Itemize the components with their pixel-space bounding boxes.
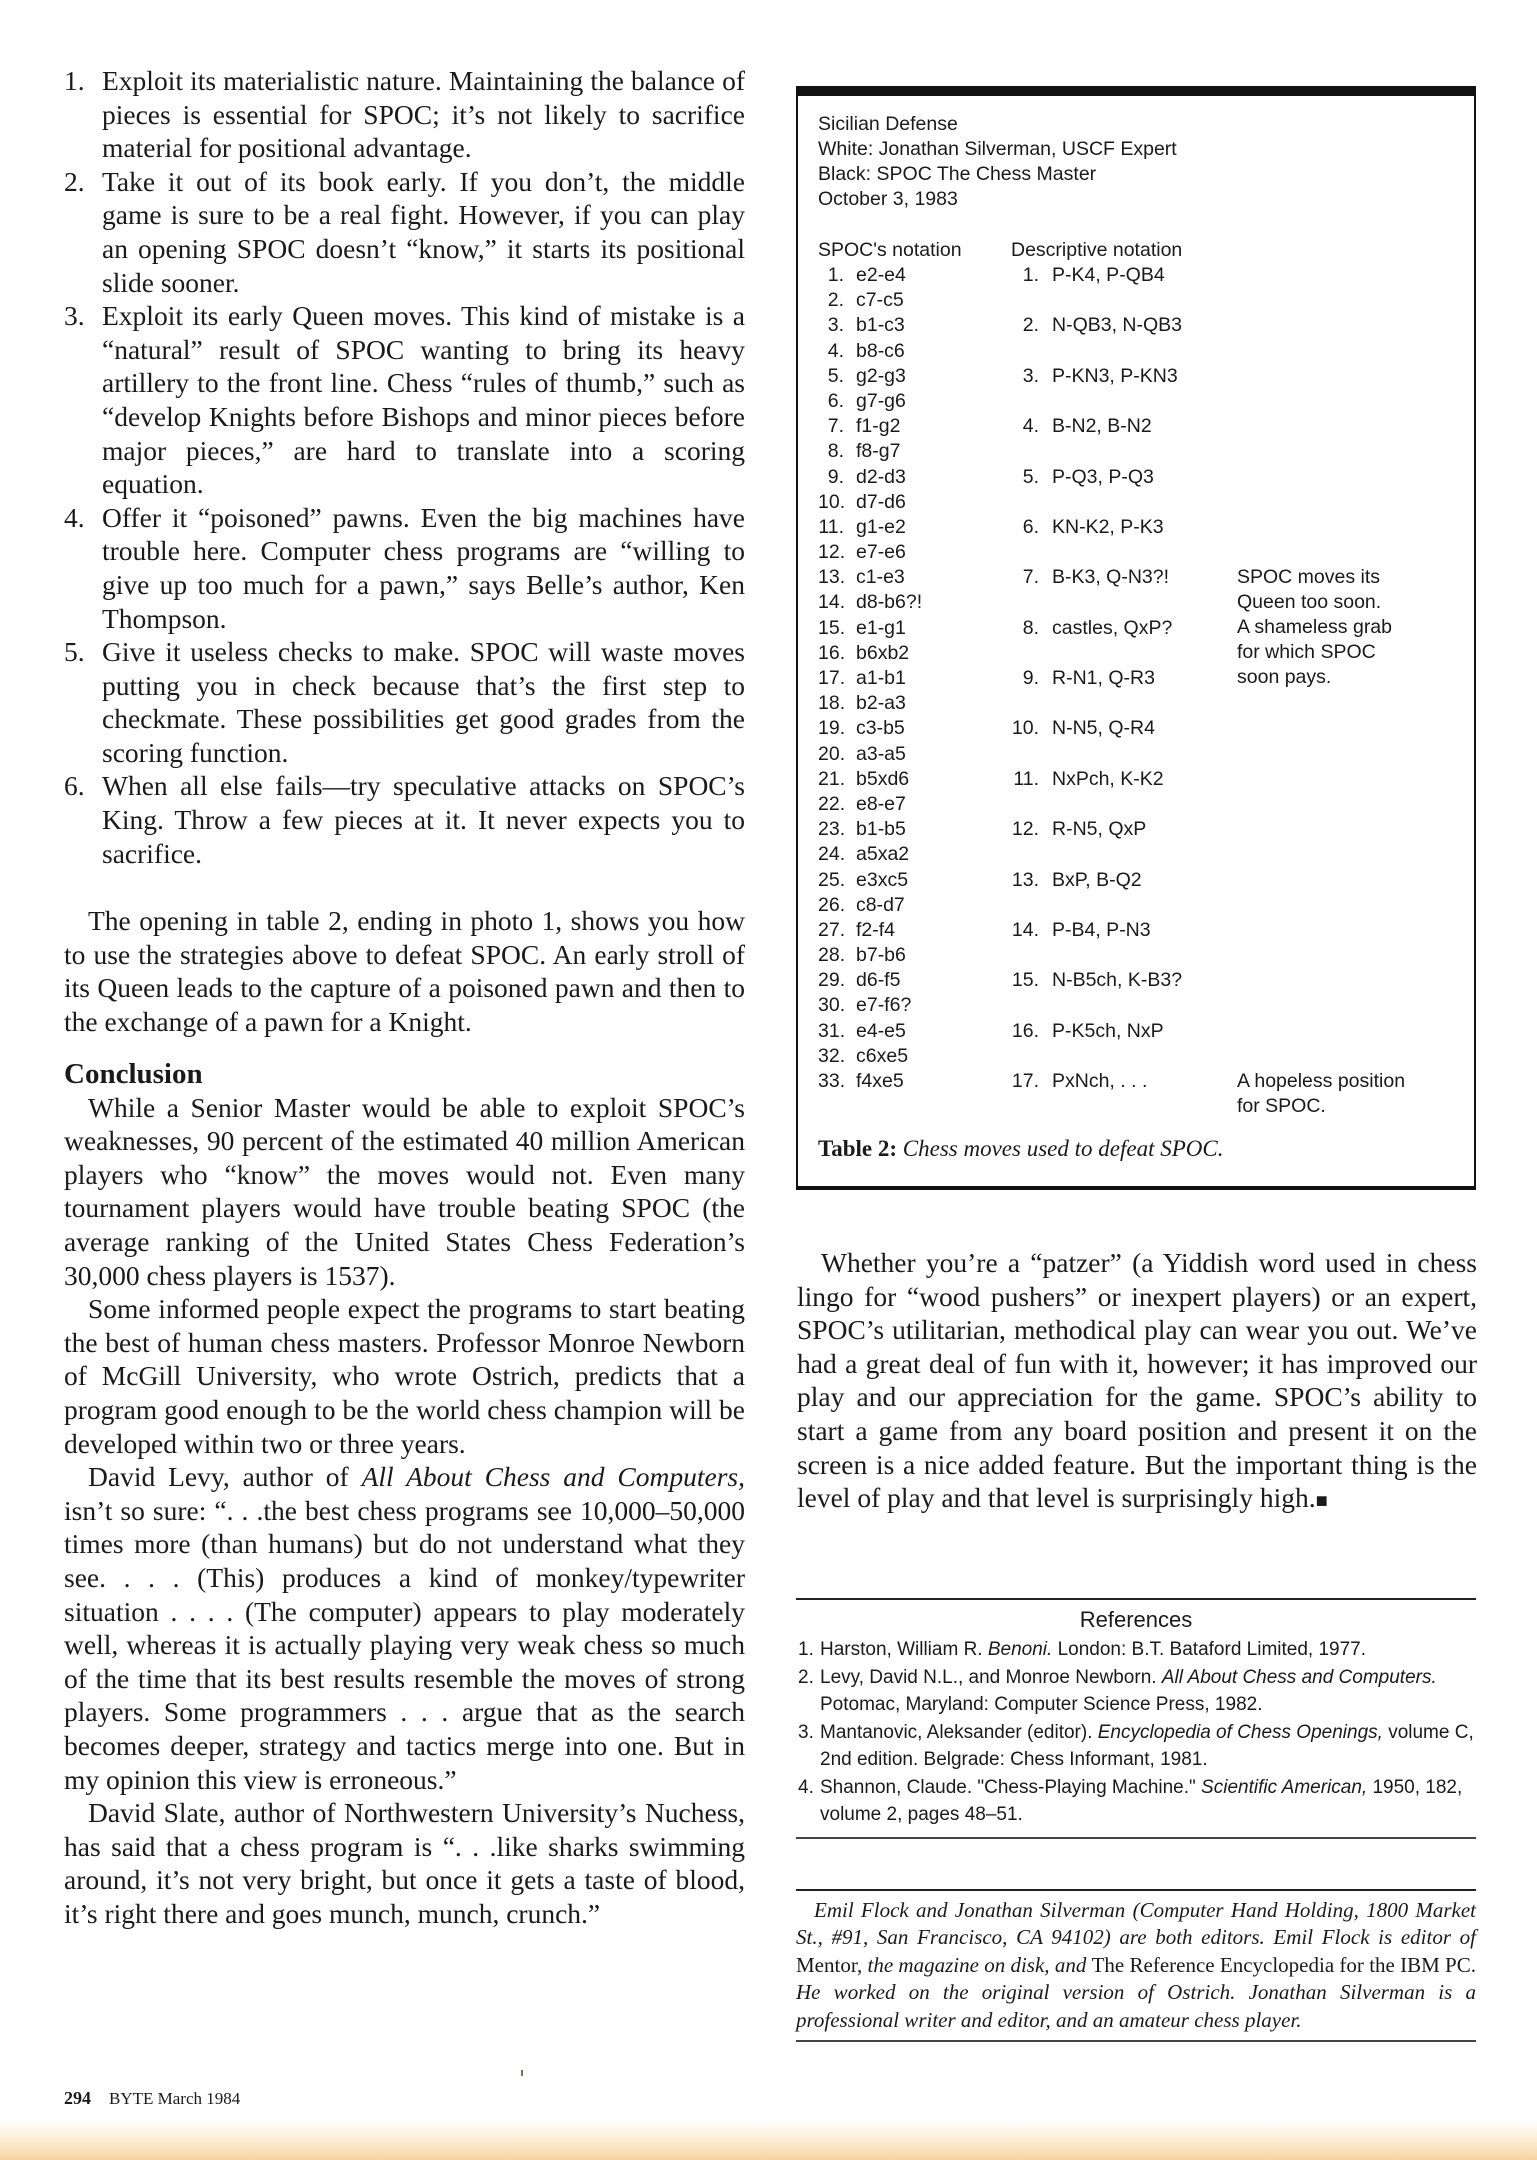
table-row (818, 691, 1460, 716)
spoc-move: c1-e3 (856, 566, 905, 589)
descriptive-move: NxPch, K-K2 (1052, 767, 1164, 790)
note-line: SPOC moves its (1237, 566, 1381, 588)
reference-publisher: 1950, 182, volume 2, pages 48–51. (820, 1776, 1463, 1825)
spoc-move: g7-g6 (856, 389, 906, 412)
move-number: 28. (818, 944, 846, 967)
move-number: 8. (827, 440, 844, 463)
descriptive-move: BxP, B-Q2 (1052, 868, 1142, 891)
note-line: for which SPOC (1237, 641, 1376, 663)
move-number: 7. (827, 415, 844, 438)
conclusion-paragraph-3 (64, 1460, 745, 1796)
move-number: 15. (1011, 969, 1039, 992)
spoc-move: b2-a3 (856, 692, 906, 715)
text-run: David Levy, author of (88, 1461, 362, 1493)
reference-number: 2. (798, 1666, 814, 1688)
table-row (818, 540, 1460, 565)
spoc-move: e1-g1 (856, 616, 906, 639)
descriptive-move: P-B4, P-N3 (1052, 918, 1151, 941)
reference-number: 3. (798, 1721, 814, 1743)
opening-name: Sicilian Defense (818, 113, 958, 135)
note-line: A hopeless position (1237, 1070, 1406, 1092)
table-row (818, 893, 1460, 918)
reference-title: Encyclopedia of Chess Openings, (1097, 1721, 1383, 1743)
references-list (796, 1636, 1476, 1829)
item-text: Offer it “poisoned” pawns. Even the big machines have trouble here. Computer chess programs are “willing to give up too much for a pawn,” says Belle’s author, Ken Thompson. (102, 501, 745, 634)
table-row (818, 389, 1460, 414)
move-number: 6. (1022, 515, 1039, 538)
move-number: 3. (1022, 364, 1039, 387)
spoc-move: g2-g3 (856, 364, 906, 387)
table-row (818, 868, 1460, 893)
move-number: 24. (818, 843, 846, 866)
spoc-move: d6-f5 (856, 969, 901, 992)
references-title: References (1079, 1607, 1193, 1632)
spoc-move: b6xb2 (856, 641, 910, 664)
spoc-move: b8-c6 (856, 339, 905, 362)
descriptive-move: B-K3, Q-N3?! (1052, 566, 1170, 589)
chess-moves-table (796, 86, 1476, 1190)
right-column-text (797, 1246, 1477, 1519)
descriptive-move: KN-K2, P-K3 (1052, 515, 1164, 538)
spoc-move: f8-g7 (856, 440, 901, 463)
move-number: 11. (1013, 767, 1039, 790)
table-row (818, 288, 1460, 313)
item-number: 6. (64, 770, 85, 802)
strategy-item (64, 64, 745, 165)
table-row (818, 313, 1460, 338)
table-row (818, 1019, 1460, 1044)
reference-author: Harston, William R. (820, 1639, 988, 1660)
reference-author: Levy, David N.L., and Monroe Newborn. (820, 1666, 1162, 1688)
table-row (818, 339, 1460, 364)
table-row (818, 364, 1460, 389)
bio-publication: Mentor, (796, 1952, 863, 1977)
descriptive-move: R-N1, Q-R3 (1052, 667, 1155, 689)
spoc-move: a3-a5 (856, 742, 906, 765)
strategy-item (64, 769, 745, 870)
reference-number: 1. (798, 1639, 814, 1660)
move-number: 26. (818, 893, 846, 916)
conclusion-heading: Conclusion (64, 1057, 203, 1090)
conclusion-paragraph-1: While a Senior Master would be able to exploit SPOC’s weaknesses, 90 percent of the estimated 40 million American players who “know” the moves would not. Even many tournament players would have trouble beating SPOC (the average ranking of the United States Chess Federation’s 30,000 chess players is 1537). (64, 1091, 745, 1291)
item-number: 2. (64, 165, 85, 197)
white-player: White: Jonathan Silverman, USCF Expert (818, 138, 1177, 160)
move-number: 33. (818, 1070, 846, 1092)
descriptive-move: N-B5ch, K-B3? (1052, 969, 1183, 992)
item-text: Exploit its materialistic nature. Maintaining the balance of pieces is essential for SPOC; it’s not likely to sacrifice material for positional advantage. (102, 65, 745, 164)
conclusion-paragraph-4: David Slate, author of Northwestern University’s Nuchess, has said that a chess program is “. . .like sharks swimming around, it’s not very bright, but once it gets a taste of blood, it’s right there and goes munch, munch, crunch.” (64, 1797, 745, 1929)
note-line: for SPOC. (1237, 1095, 1326, 1117)
item-text: When all else fails—try speculative attacks on SPOC’s King. Throw a few pieces at it. It never expects you to sacrifice. (102, 770, 745, 869)
reference-author: Mantanovic, Aleksander (editor). (820, 1721, 1098, 1743)
move-number: 18. (818, 692, 846, 715)
strategy-list (64, 64, 745, 870)
spoc-move: a5xa2 (856, 843, 910, 866)
spoc-move: e7-e6 (856, 541, 906, 564)
bio-publication: The Reference Encyclopedia for the IBM PC. (1091, 1952, 1476, 1977)
move-number: 1. (1022, 264, 1039, 286)
descriptive-move: castles, QxP? (1052, 616, 1173, 639)
table-header (818, 238, 1460, 263)
move-number: 13. (818, 566, 846, 589)
left-column (64, 64, 745, 1930)
move-number: 20. (818, 742, 846, 765)
annotation-note (1237, 1069, 1405, 1119)
table-row (818, 918, 1460, 943)
move-number: 8. (1022, 616, 1039, 639)
table-row (818, 515, 1460, 540)
item-text: Give it useless checks to make. SPOC will waste moves putting you in check because that’s the first step to checkmate. These possibilities get good grades from the scoring function. (102, 636, 745, 768)
reference-author: Shannon, Claude. "Chess-Playing Machine." (820, 1776, 1202, 1798)
spoc-move: d8-b6?! (856, 591, 923, 614)
move-number: 1. (827, 264, 844, 286)
move-number: 15. (818, 616, 846, 639)
bio-text: Emil Flock and Jonathan Silverman (Computer Hand Holding, 1800 Market St., #91, San Francisco, CA 94102) are both editors. Emil Flock is editor of (796, 1898, 1476, 1950)
caption-text: Chess moves used to defeat SPOC. (897, 1136, 1224, 1161)
spoc-move: e7-f6? (856, 994, 912, 1017)
bio-paragraph (796, 1897, 1476, 2034)
note-line: A shameless grab (1237, 616, 1393, 638)
spoc-move: c6xe5 (856, 1044, 909, 1067)
descriptive-move: P-K4, P-QB4 (1052, 264, 1165, 286)
caption-label: Table 2: (818, 1136, 898, 1161)
spoc-move: b1-b5 (856, 818, 906, 841)
table-row (818, 993, 1460, 1018)
move-number: 10. (1011, 717, 1039, 740)
spoc-move: c7-c5 (856, 289, 904, 312)
table-row (818, 414, 1460, 439)
move-number: 12. (818, 541, 846, 564)
descriptive-move: N-QB3, N-QB3 (1052, 314, 1183, 337)
note-line: soon pays. (1237, 666, 1332, 688)
reference-item (796, 1774, 1476, 1829)
book-title: All About Chess and Computers, (361, 1461, 745, 1493)
move-number: 31. (818, 1019, 846, 1042)
bio-text: He worked on the original version of Ostrich. Jonathan Silverman is a professional writer and editor, and an amateur chess player. (796, 1980, 1476, 2032)
move-number: 16. (1011, 1019, 1039, 1042)
spoc-move: b7-b6 (856, 944, 906, 967)
page-footer (64, 2088, 240, 2109)
item-text: Exploit its early Queen moves. This kind of mistake is a “natural” result of SPOC wanting to bring its heavy artillery to the front line. Chess “rules of thumb,” such as “develop Knights before Bishops and minor pieces before major pieces,” are hard to translate into a scoring equation. (102, 300, 745, 500)
item-number: 1. (64, 65, 85, 96)
reference-title: All About Chess and Computers. (1161, 1666, 1437, 1688)
strategy-item (64, 299, 745, 501)
table-row (818, 943, 1460, 968)
move-number: 17. (818, 667, 846, 689)
text-run: isn’t so sure: “. . .the best chess programs see 10,000–50,000 times more (than humans) but do not understand what they see. . . . (This) produces a kind of monkey/typewriter situation . . . . (The computer) appears to play moderately well, whereas it is actually playing very weak chess so much of the time that its best results resemble the moves of strong players. Some programmers . . . argue that as the search becomes deeper, strategy and tactics merge into one. But in my opinion this view is erroneous.” (64, 1494, 745, 1795)
descriptive-move: P-Q3, P-Q3 (1052, 465, 1154, 488)
move-number: 17. (1011, 1070, 1039, 1092)
move-number: 27. (818, 918, 846, 941)
reference-title: Benoni. (987, 1639, 1053, 1660)
table-row (818, 1044, 1460, 1069)
strategy-item (64, 501, 745, 635)
table-row (818, 716, 1460, 741)
game-date: October 3, 1983 (818, 188, 958, 210)
move-number: 9. (1022, 667, 1039, 689)
table-row (818, 817, 1460, 842)
reference-title: Scientific American, (1201, 1776, 1368, 1798)
spoc-move: e8-e7 (856, 792, 906, 815)
move-number: 5. (827, 364, 844, 387)
item-number: 4. (64, 501, 85, 533)
reference-publisher: Potomac, Maryland: Computer Science Press, 1982. (820, 1694, 1263, 1715)
spoc-move: c8-d7 (856, 893, 905, 916)
reference-item (796, 1664, 1476, 1719)
move-number: 14. (1011, 918, 1039, 941)
table-caption (818, 1136, 1223, 1162)
move-number: 21. (818, 767, 846, 790)
spoc-move: e2-e4 (856, 264, 906, 286)
spoc-move: a1-b1 (856, 667, 906, 689)
table-row (818, 842, 1460, 867)
table-row (818, 968, 1460, 993)
table-row (818, 439, 1460, 464)
reference-publisher: London: B.T. Bataford Limited, 1977. (1052, 1639, 1367, 1660)
move-number: 2. (1022, 314, 1039, 337)
descriptive-move: R-N5, QxP (1052, 818, 1147, 841)
table-row (818, 792, 1460, 817)
black-player: Black: SPOC The Chess Master (818, 163, 1097, 185)
conclusion-paragraph-2: Some informed people expect the programs to start beating the best of human chess masters. Professor Monroe Newborn of McGill University, who wrote Ostrich, predicts that a program good enough to be the world chess champion will be developed within two or three years. (64, 1293, 745, 1459)
move-number: 30. (818, 994, 846, 1017)
spoc-move: e3xc5 (856, 868, 909, 891)
move-number: 11. (818, 515, 844, 538)
move-number: 22. (818, 792, 846, 815)
move-number: 2. (827, 289, 844, 312)
reference-publisher: volume C, 2nd edition. Belgrade: Chess Informant, 1981. (820, 1721, 1474, 1770)
move-number: 23. (818, 818, 846, 841)
move-number: 4. (827, 339, 844, 362)
descriptive-move: PxNch, . . . (1052, 1070, 1148, 1092)
spoc-move: d7-d6 (856, 490, 906, 513)
table-row (818, 490, 1460, 515)
table-row (818, 465, 1460, 490)
spoc-move: d2-d3 (856, 465, 906, 488)
bio-text: the magazine on disk, and (862, 1952, 1092, 1977)
table-row (818, 767, 1460, 792)
descriptive-move: N-N5, Q-R4 (1052, 717, 1155, 740)
table-content (818, 112, 1460, 1117)
item-number: 3. (64, 300, 85, 332)
move-number: 4. (1022, 415, 1039, 438)
move-number: 3. (827, 314, 844, 337)
publication-info: BYTE March 1984 (109, 2089, 241, 2108)
spoc-move: c3-b5 (856, 717, 905, 740)
descriptive-move: P-K5ch, NxP (1052, 1019, 1164, 1042)
move-number: 10. (818, 490, 846, 513)
moves-list (818, 263, 1460, 1117)
spoc-move: g1-e2 (856, 515, 906, 538)
annotation-note (1237, 615, 1392, 690)
move-number: 25. (818, 868, 846, 891)
spoc-move: f2-f4 (856, 918, 896, 941)
page-number: 294 (64, 2088, 91, 2108)
references-box (796, 1598, 1476, 1839)
move-number: 12. (1011, 818, 1039, 841)
reference-item (796, 1719, 1476, 1774)
text-run: Whether you’re a “patzer” (a Yiddish word used in chess lingo for “wood pushers” or inexpert players) or an expert, SPOC’s utilitarian, methodical play can wear you out. We’ve had a great deal of fun with it, however; it has improved our play and our appreciation for the game. SPOC’s ability to start a game from any board position and present it on the screen is a nice added feature. But the important thing is the level of play and that level is surprisingly high. (797, 1247, 1477, 1514)
closing-paragraph (797, 1246, 1477, 1519)
move-number: 14. (818, 591, 846, 614)
note-line: Queen too soon. (1237, 591, 1382, 613)
strategy-item (64, 635, 745, 769)
move-number: 7. (1022, 566, 1039, 589)
move-number: 5. (1022, 465, 1039, 488)
annotation-note (1237, 565, 1381, 615)
author-bio (796, 1889, 1476, 2042)
spoc-move: e4-e5 (856, 1019, 906, 1042)
opening-paragraph: The opening in table 2, ending in photo 1, shows you how to use the strategies above to defeat SPOC. An early stroll of its Queen leads to the capture of a poisoned pawn and then to the exchange of a pawn for a Knight. (64, 905, 745, 1038)
move-number: 29. (818, 969, 846, 992)
strategy-item (64, 165, 745, 299)
move-number: 9. (827, 465, 844, 488)
reference-item (796, 1636, 1476, 1664)
descriptive-move: P-KN3, P-KN3 (1052, 364, 1178, 387)
spoc-move: f1-g2 (856, 415, 901, 438)
move-number: 19. (818, 717, 846, 740)
item-number: 5. (64, 636, 85, 668)
spoc-move: f4xe5 (856, 1070, 904, 1092)
descriptive-move: B-N2, B-N2 (1052, 415, 1152, 438)
move-number: 13. (1011, 868, 1039, 891)
reference-number: 4. (798, 1776, 814, 1798)
spoc-move: b1-c3 (856, 314, 905, 337)
move-number: 16. (818, 641, 846, 664)
spoc-move: b5xd6 (856, 767, 910, 790)
column-header-descriptive: Descriptive notation (1011, 239, 1183, 261)
table-row (818, 742, 1460, 767)
end-mark-icon: ■ (1315, 1490, 1328, 1513)
column-header-spoc: SPOC's notation (818, 239, 962, 261)
move-number: 6. (827, 389, 844, 412)
paper-stain (0, 2120, 1537, 2160)
print-speck (521, 2070, 523, 2076)
table-row (818, 263, 1460, 288)
move-number: 32. (818, 1044, 846, 1067)
item-text: Take it out of its book early. If you don’t, the middle game is sure to be a real fight. However, if you can play an opening SPOC doesn’t “know,” it starts its positional slide sooner. (102, 165, 745, 298)
